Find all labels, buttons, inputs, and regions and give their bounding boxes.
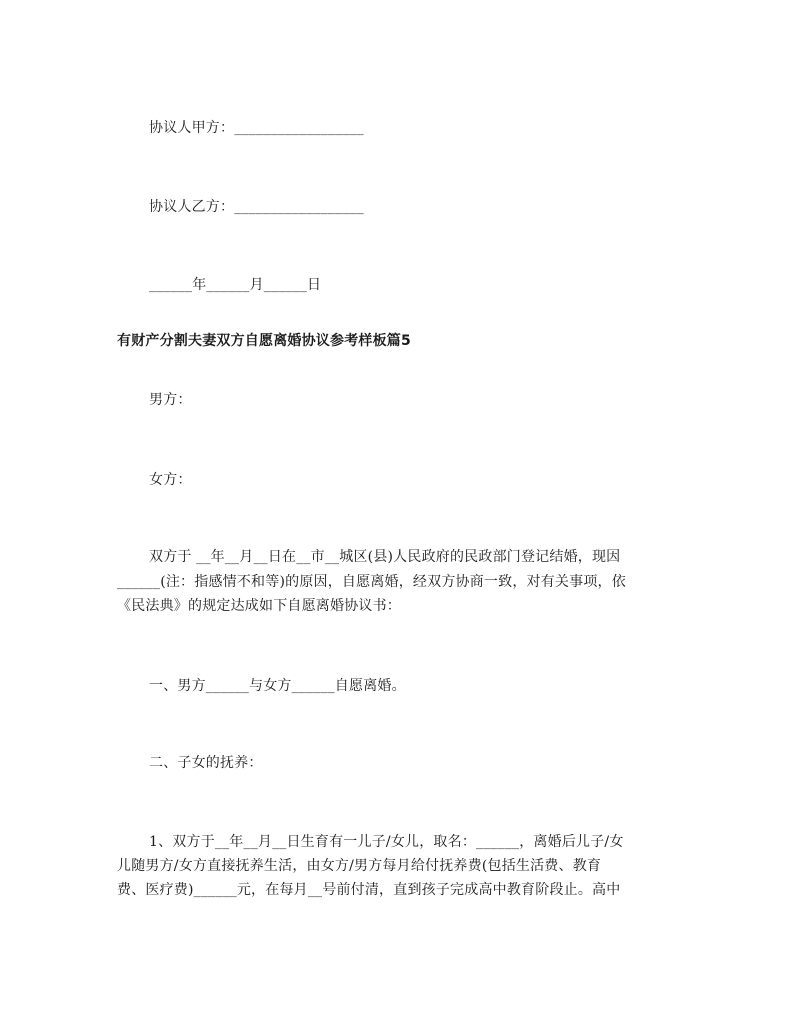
party-a-signature-line: 协议人甲方：__________________ <box>149 120 364 136</box>
custody-paragraph-line-3: 费、医疗费)______元，在每月__号前付清，直到孩子完成高中教育阶段止。高中 <box>117 882 621 898</box>
intro-paragraph-line-2: ______(注：指感情不和等)的原因，自愿离婚，经双方协商一致，对有关事项，依 <box>117 574 626 590</box>
date-line: ______年______月______日 <box>149 277 322 293</box>
intro-paragraph-line-3: 《民法典》的规定达成如下自愿离婚协议书： <box>117 598 401 614</box>
intro-paragraph-line-1: 双方于 __年__月__日在__市__城区(县)人民政府的民政部门登记结婚，现因 <box>149 549 621 565</box>
clause-child-custody-heading: 二、子女的抚养： <box>149 755 263 771</box>
clause-divorce: 一、男方______与女方______自愿离婚。 <box>149 678 406 694</box>
section-title: 有财产分割夫妻双方自愿离婚协议参考样板篇5 <box>117 333 411 349</box>
female-label: 女方： <box>149 472 192 488</box>
custody-paragraph-line-1: 1、双方于__年__月__日生育有一儿子/女儿，取名：______，离婚后儿子/女 <box>149 834 624 850</box>
custody-paragraph-line-2: 儿随男方/女方直接抚养生活，由女方/男方每月给付抚养费(包括生活费、教育 <box>117 858 602 874</box>
party-b-signature-line: 协议人乙方：__________________ <box>149 199 364 215</box>
male-label: 男方： <box>149 392 192 408</box>
